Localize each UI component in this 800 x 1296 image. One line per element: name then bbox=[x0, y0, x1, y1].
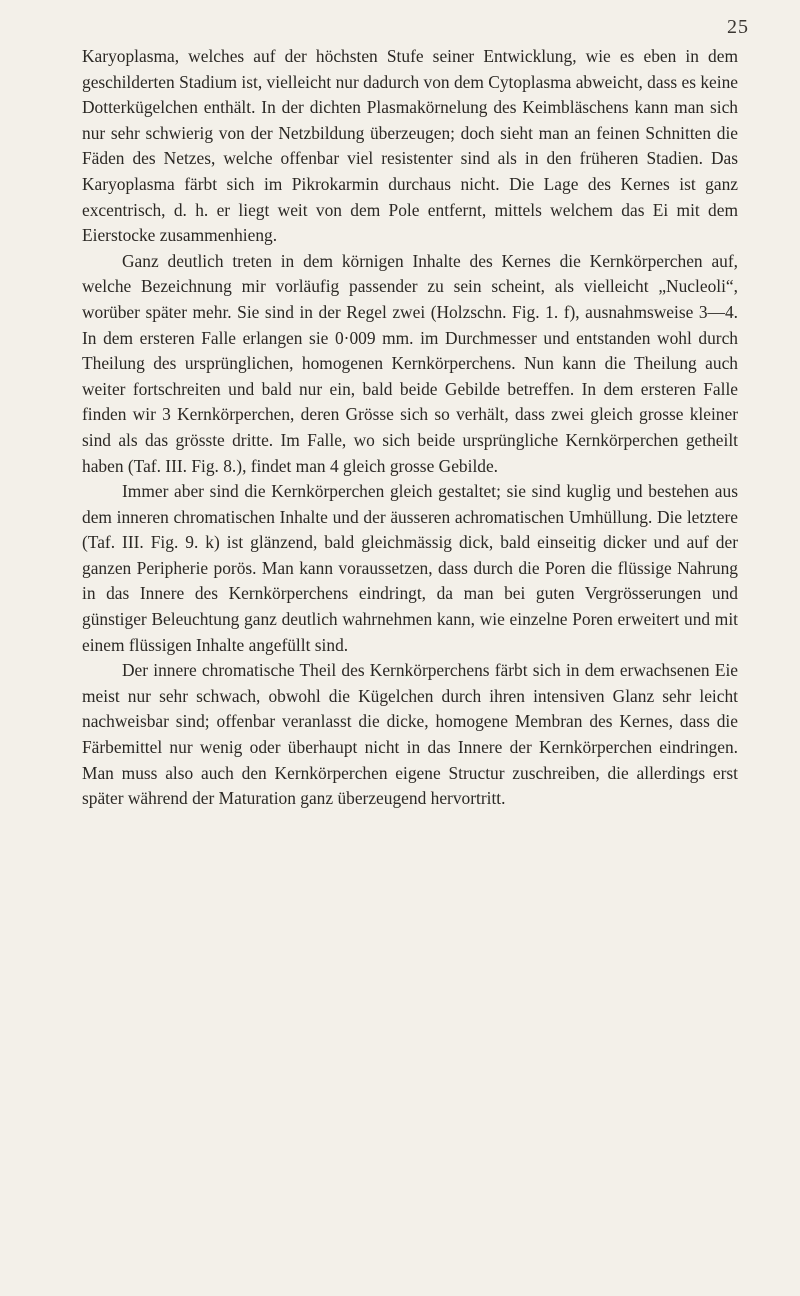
paragraph-kernkoerperchen: Ganz deutlich treten in dem körnigen Inhalte des Kernes die Kernkörperchen auf, welche Bezeichnung mir vorläufig passender zu sein scheint, als vielleicht „Nucleoli“, worüber später mehr. Sie sind in der Regel zwei (Holzschn. Fig. 1. f), ausnahmsweise 3—4. In dem ersteren Falle erlangen sie 0·009 mm. im Durchmesser und entstanden wohl durch Theilung des ursprünglichen, homogenen Kernkörperchens. Nun kann die Theilung auch weiter fortschreiten und bald nur ein, bald beide Gebilde betreffen. In dem ersteren Falle finden wir 3 Kernkörperchen, deren Grösse sich so verhält, dass zwei gleich grosse kleiner sind als das grösste dritte. Im Falle, wo sich beide ursprüngliche Kernkörperchen getheilt haben (Taf. III. Fig. 8.), findet man 4 gleich grosse Gebilde. bbox=[82, 250, 738, 476]
paragraph-karyoplasma: Karyoplasma, welches auf der höchsten Stufe seiner Entwicklung, wie es eben in dem geschilderten Stadium ist, vielleicht nur dadurch von dem Cytoplasma abweicht, dass es keine Dotterkügelchen enthält. In der dichten Plasmakörnelung des Keimbläschens kann man sich nur sehr schwierig von der Netzbildung überzeugen; doch sieht man an feinen Schnitten die Fäden des Netzes, welche offenbar viel resistenter sind als in den früheren Stadien. Das Karyoplasma färbt sich im Pikrokarmin durchaus nicht. Die Lage des Kernes ist ganz excentrisch, d. h. er liegt weit von dem Pole entfernt, mittels welchem das Ei mit dem Eierstocke zusammenhieng. bbox=[82, 46, 738, 246]
paragraph-structure: Immer aber sind die Kernkörperchen gleich gestaltet; sie sind kuglig und bestehen aus dem inneren chromatischen Inhalte und der äusseren achromatischen Umhüllung. Die letztere (Taf. III. Fig. 9. k) ist glänzend, bald gleichmässig dick, bald einseitig dicker und auf der ganzen Peripherie porös. Man kann voraussetzen, dass durch die Poren die flüssige Nahrung in das Innere des Kernkörperchens eindringt, da man bei guten Vergrösserungen und günstiger Beleuchtung ganz deutlich wahrnehmen kann, wie einzelne Poren erweitert und mit einem flüssigen Inhalte angefüllt sind. bbox=[82, 481, 738, 655]
page-number: 25 bbox=[727, 16, 749, 38]
paragraph-chromatic-part: Der innere chromatische Theil des Kernkörperchens färbt sich in dem erwachsenen Eie meist nur sehr schwach, obwohl die Kügelchen durch ihren intensiven Glanz sehr leicht nachweisbar sind; offenbar veranlasst die dicke, homogene Membran des Kernes, dass die Färbemittel nur wenig oder überhaupt nicht in das Innere der Kernkörperchen eindringen. Man muss also auch den Kernkörperchen eigene Structur zuschreiben, die allerdings erst später während der Maturation ganz überzeugend hervortritt. bbox=[82, 660, 738, 809]
body-text bbox=[82, 44, 738, 812]
